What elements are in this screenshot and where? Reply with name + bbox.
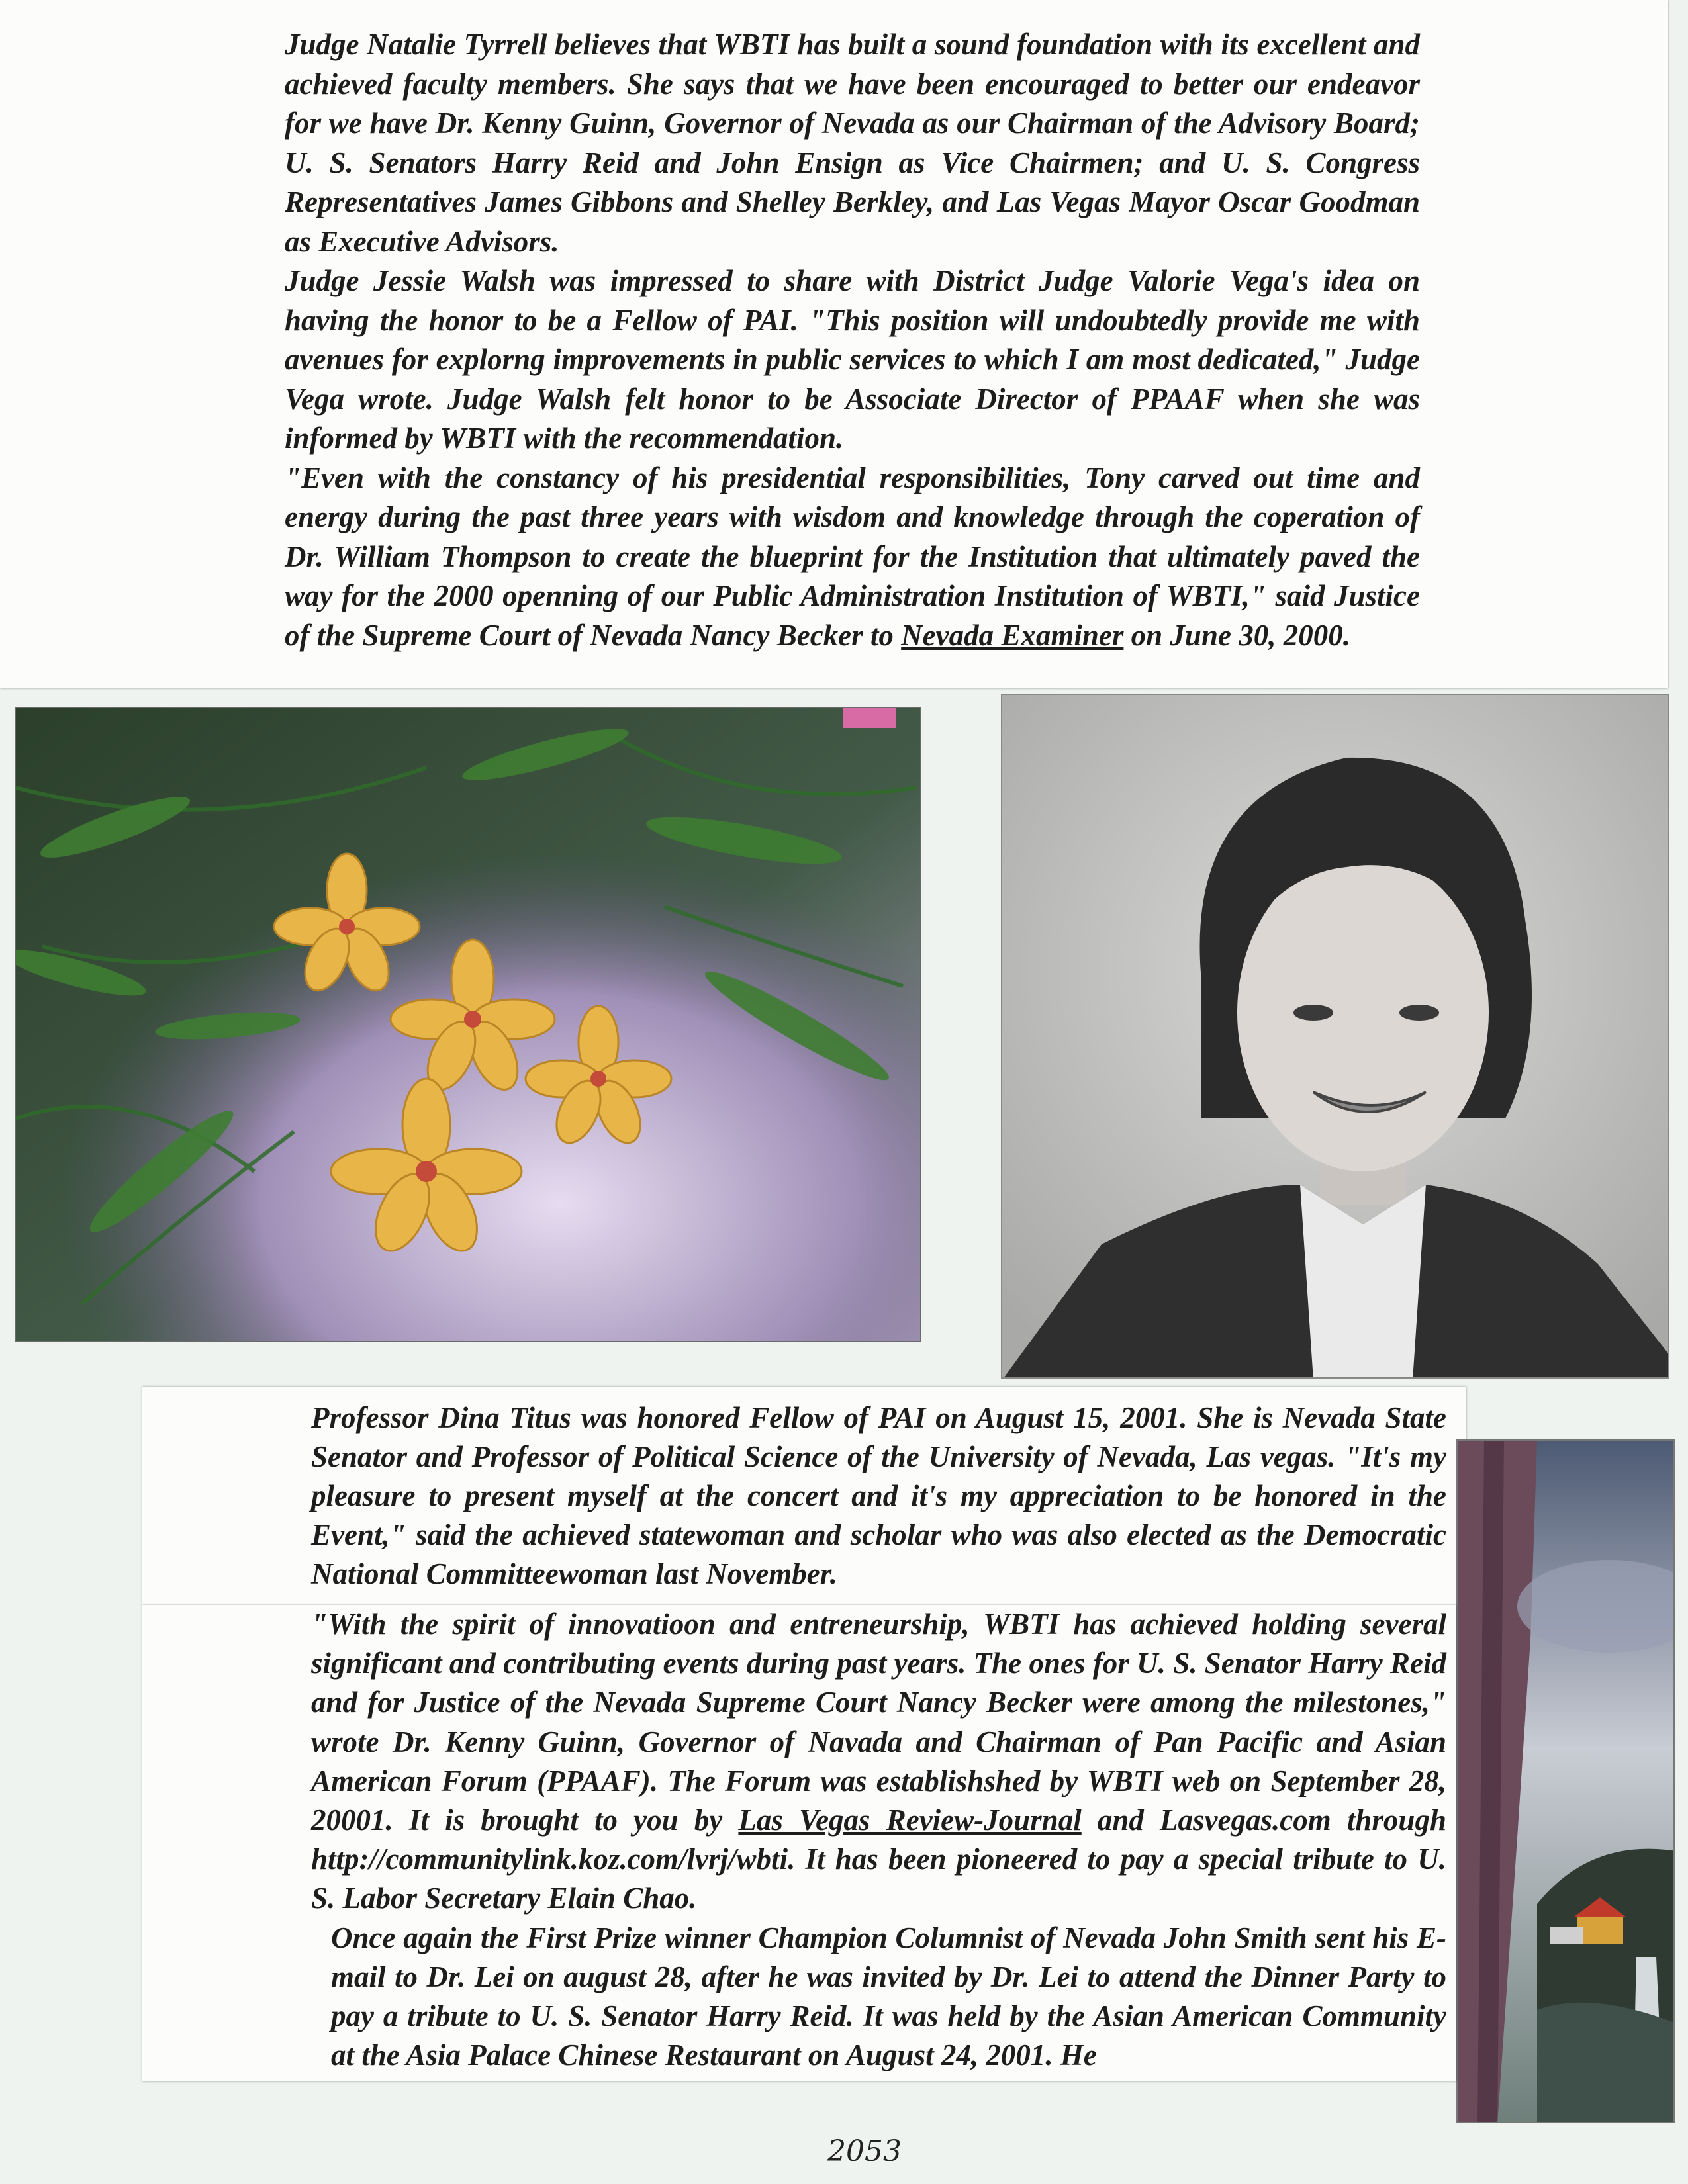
guinn-tail: and Lasvegas.com through http://communitylink.koz.com/lvrj/wbti. It has been pioneered to pay a special tribute to U. S. Labor Secretary Elain Chao. — [311, 1803, 1446, 1915]
review-journal-title: Las Vegas Review-Journal — [738, 1803, 1082, 1837]
paragraph-tyrrell: Judge Natalie Tyrrell believes that WBTI has built a sound foundation with its excellent and achieved faculty members. She says that we have been encouraged to better our endeavor for we have Dr. Kenny Guinn, Governor of Nevada as our Chairman of the Advisory Board; U. S. Senators Harry Reid and John Ensign as Vice Chairmen; and U. S. Congress Representatives James Gibbons and Shelley Berkley, and Las Vegas Mayor Oscar Goodman as Executive Advisors. — [285, 28, 1420, 258]
paragraph-smith: Once again the First Prize winner Champion Columnist of Nevada John Smith sent his E-mail to Dr. Lei on august 28, after he was invited by Dr. Lei to attend the Dinner Party to pay a tribute to U. S. Senator Harry Reid. It was held by the Asian American Community at the Asia Palace Chinese Restaurant on August 24, 2001. He — [331, 1921, 1446, 2072]
page-number: 2053 — [827, 2134, 902, 2168]
nevada-examiner-title: Nevada Examiner — [901, 618, 1124, 652]
becker-date: on June 30, 2000. — [1123, 618, 1350, 652]
paragraph-guinn — [159, 1605, 1446, 1919]
orchid-photo — [15, 707, 921, 1342]
paragraph-titus: Professor Dina Titus was honored Fellow of PAI on August 15, 2001. She is Nevada State Senator and Professor of Political Science of the University of Nevada, Las vegas. "It's my pleasure to present myself at the concert and it's my appreciation to be honored in the Event," said the achieved statewoman and scholar who was also elected as the Democratic National Committeewoman last November. — [311, 1401, 1446, 1590]
paragraph-walsh: Judge Jessie Walsh was impressed to share with District Judge Valorie Vega's idea on having the honor to be a Fellow of PAI. "This position will undoubtedly provide me with avenues for explorng improvements in public services to which I am most dedicated," Judge Vega wrote. Judge Walsh felt honor to be Associate Director of PPAAF when she was informed by WBTI with the recommendation. — [285, 264, 1420, 455]
paragraph-becker — [132, 459, 1420, 656]
portrait-photo — [1001, 694, 1669, 1379]
becker-quote: "Even with the constancy of his presidential responsibilities, Tony carved out time and energy during the past three years with wisdom and knowledge through the coperation of Dr. William Thompson to create the blueprint for the Institution that ultimately paved the way for the 2000 openning of our Public Administration Institution of WBTI," said Justice of the Supreme Court of Nevada Nancy Becker to — [285, 461, 1420, 652]
forum-article-text — [159, 1605, 1446, 2075]
titus-article-text — [159, 1398, 1446, 1594]
guinn-quote: "With the spirit of innovatioon and entreneurship, WBTI has achieved holding several significant and contributing events during past years. The ones for U. S. Senator Harry Reid and for Justice of the Nevada Supreme Court Nancy Becker were among the milestones," wrote Dr. Kenny Guinn, Governor of Navada and Chairman of Pan Pacific and Asian American Forum (PPAAF). The Forum was establishshed by WBTI web on September 28, 20001. It is brought to you by — [311, 1608, 1446, 1837]
top-article-text — [132, 25, 1420, 655]
landscape-painting — [1456, 1439, 1675, 2123]
